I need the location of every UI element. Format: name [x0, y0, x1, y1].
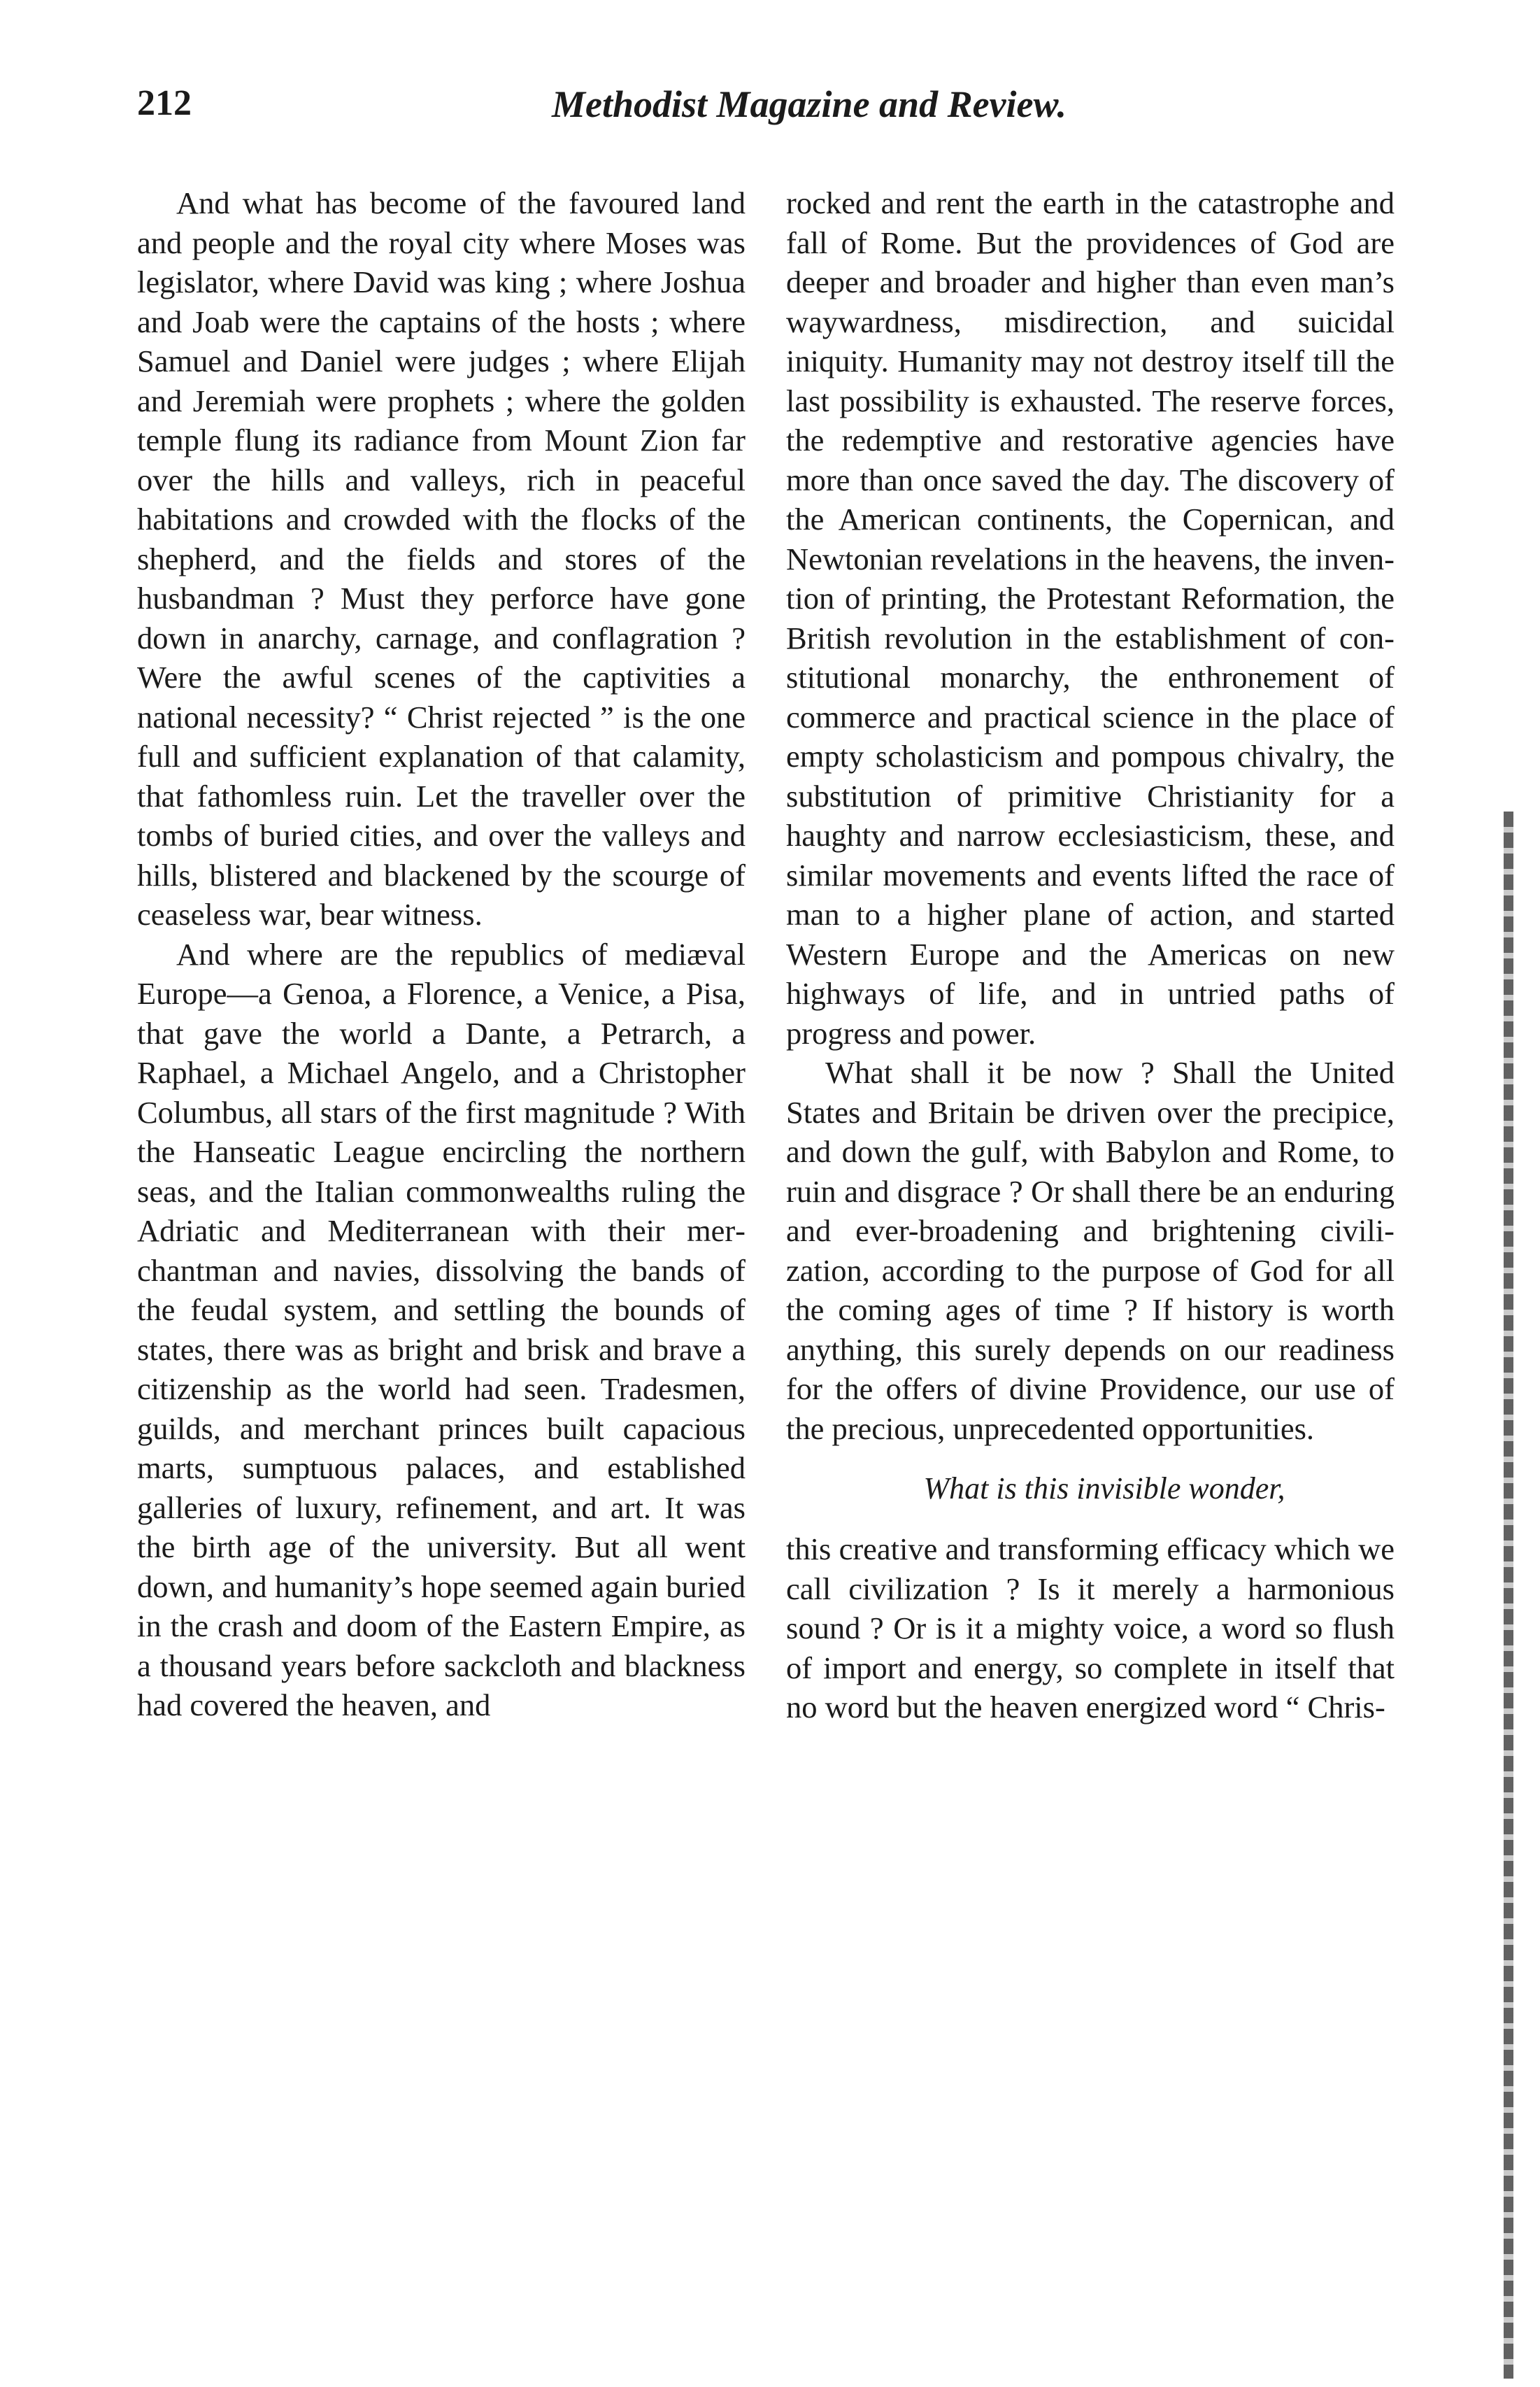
- page-edge-shadow: [1504, 812, 1513, 2379]
- quoted-line: What is this invisible wonder,: [923, 1471, 1285, 1506]
- page-header: [137, 83, 1481, 146]
- paragraph: What shall it be now ? Shall the United States and Britain be driven over the precipice, and down the gulf, with Babylon and Rome, to ruin and disgrace ? Or shall there be an enduring and ever-broadening and brightening civilization, according to the purpose of God for all the coming ages of time ? If history is worth anything, this surely depends on our readiness for the offers of divine Providence, our use of the precious, unprecedented opportunities.: [786, 1055, 1395, 1446]
- running-title: Methodist Magazine and Review.: [551, 83, 1067, 125]
- right-column: [786, 183, 1395, 1727]
- left-column: [137, 183, 746, 1725]
- paragraph-continued: rocked and rent the earth in the catastrophe and fall of Rome. But the providences of God are deeper and broader and higher than even man’s waywardness, misdirection, and suicidal iniquity. Humanity may not destroy itself till the last possibility is exhausted. The reserve forces, the redemptive and restorative agencies have more than once saved the day. The discovery of the American continents, the Copernican, and Newtonian revelations in the heavens, the invention of printing, the Protestant Reformation, the British revolution in the establishment of constitutional monarchy, the enthronement of commerce and practical science in the place of empty scholasticism and pompous chivalry, the substitution of primitive Christianity for a haughty and narrow ecclesiasticism, these, and similar movements and events lifted the race of man to a higher plane of action, and started Western Europe and the Americas on new highways of life, and in untried paths of progress and power.: [786, 185, 1395, 1051]
- page-number: 212: [137, 83, 192, 123]
- paragraph: this creative and transforming efficacy which we call civilization ? Is it merely a harmonious sound ? Or is it a mighty voice, a word so flush of import and energy, so complete in itself that no word but the heaven energized word “ Chris-: [786, 1531, 1395, 1724]
- paragraph: And what has become of the favoured land and people and the royal city where Moses was legislator, where David was king ; where Joshua and Joab were the captains of the hosts ; where Samuel and Daniel were judges ; where Elijah and Jeremiah were prophets ; where the golden temple flung its radiance from Mount Zion far over the hills and valleys, rich in peaceful habitations and crowded with the flocks of the shepherd, and the fields and stores of the husbandman ? Must they perforce have gone down in anarchy, carnage, and conflagration ? Were the awful scenes of the captivities a national necessity? “ Christ rejected ” is the one full and sufficient explanation of that calamity, that fathomless ruin. Let the traveller over the tombs of buried cities, and over the valleys and hills, blistered and blackened by the scourge of ceaseless war, bear witness.: [137, 185, 746, 932]
- paragraph: And where are the republics of mediæval Europe—a Genoa, a Florence, a Venice, a Pisa, that gave the world a Dante, a Petrarch, a Raphael, a Michael Angelo, and a Christopher Columbus, all stars of the first magnitude ? With the Hanseatic League encircling the northern seas, and the Italian commonwealths ruling the Adriatic and Mediterranean with their merchantman and navies, dissolving the bands of the feudal system, and settling the bounds of states, there was as bright and brisk and brave a citizenship as the world had seen. Tradesmen, guilds, and merchant princes built capacious marts, sumptuous palaces, and established galleries of luxury, refinement, and art. It was the birth age of the university. But all went down, and humanity’s hope seemed again buried in the crash and doom of the Eastern Empire, as a thousand years before sackcloth and blackness had covered the heaven, and: [137, 936, 746, 1722]
